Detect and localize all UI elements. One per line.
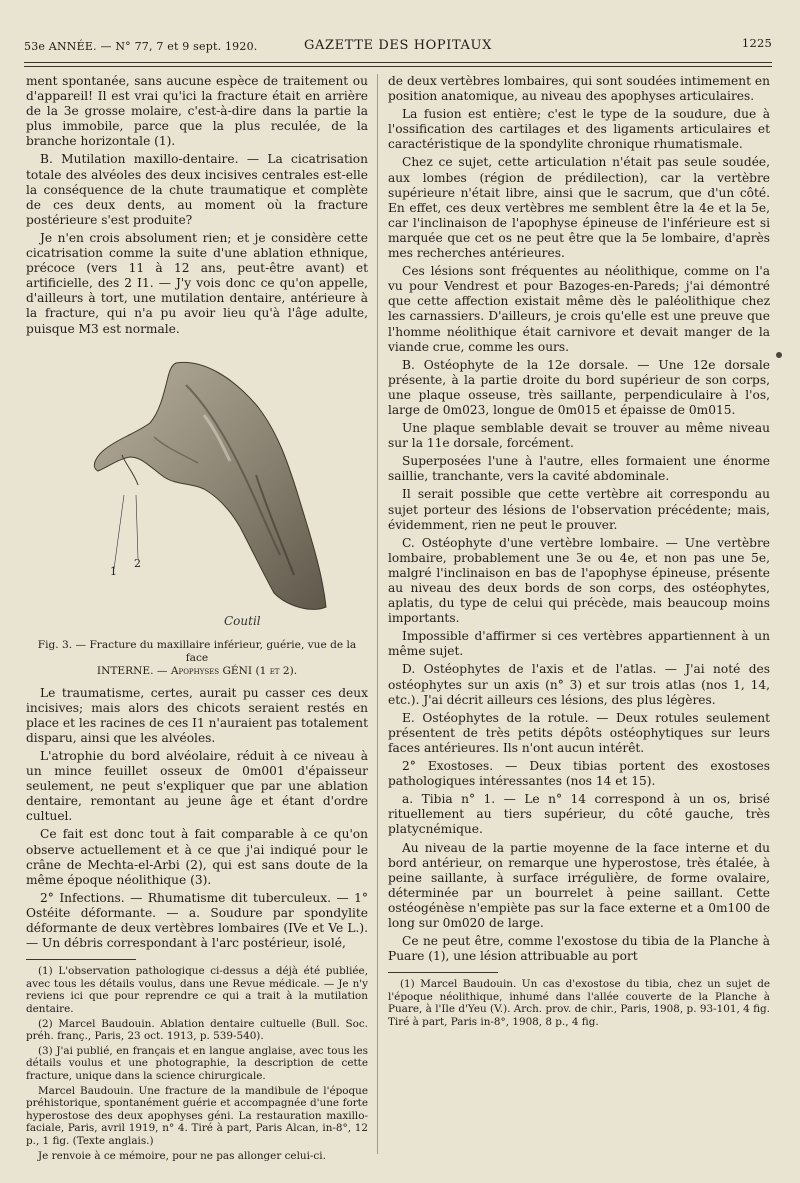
right-paragraph-14: a. Tibia n° 1. — Le n° 14 correspond à un os, brisé rituellement au tiers supérieur, du côté gauche, très platycnémique. bbox=[388, 792, 770, 837]
footnote-3: (3) J'ai publié, en français et en langue anglaise, avec tous les détails voulus et une photographie, la description de cette fracture, unique dans la science chirurgicale. bbox=[26, 1044, 368, 1082]
left-paragraph-6: Ce fait est donc tout à fait comparable à ce qu'on observe actuellement et à ce que j'ai indiqué pour le crâne de Mechta-el-Arbi (2), qui est sans doute de la même époque néolithique (3). bbox=[26, 827, 368, 887]
right-paragraph-13: 2° Exostoses. — Deux tibias portent des exostoses pathologiques intéressantes (nos 14 et 15). bbox=[388, 759, 770, 789]
right-paragraph-10: Impossible d'affirmer si ces vertèbres appartiennent à un même sujet. bbox=[388, 629, 770, 659]
right-paragraph-3: Chez ce sujet, cette articulation n'était pas seule soudée, aux lombes (région de prédilection), car la vertèbre supérieure n'était libre, ainsi que le sacrum, que d'un côté. En effet, ces deux vertèbres me semblent être la 4e et la 5e, car l'inclinaison de l'apophyse épineuse de l'inférieure est si marquée que cet os ne peut être que la 5e lombaire, d'après mes recherches antérieures. bbox=[388, 155, 770, 261]
caption-line-1: Fig. 3. — Fracture du maxillaire inférieur, guérie, vue de la face bbox=[37, 638, 357, 664]
figure-label-2: 2 bbox=[134, 556, 141, 570]
header-rule bbox=[24, 62, 772, 67]
mandible-illustration bbox=[26, 345, 368, 635]
caption-line-2: INTERNE. — Apophyses GÉNI (1 et 2). bbox=[96, 664, 298, 677]
figure-label-1: 1 bbox=[110, 564, 117, 578]
footnote-rule bbox=[26, 959, 136, 960]
footnote-5: Je renvoie à ce mémoire, pour ne pas allonger celui-ci. bbox=[38, 1149, 326, 1162]
left-paragraph-4: Le traumatisme, certes, aurait pu casser ces deux incisives; mais alors des chicots seraient restés en place et les racines de ces I1 n'auraient pas totalement disparu, ainsi que les alvéoles. bbox=[26, 685, 368, 745]
footnote-2: (2) Marcel Baudouin. Ablation dentaire cultuelle (Bull. Soc. préh. franç., Paris, 23 oct. 1913, p. 539-540). bbox=[26, 1017, 368, 1043]
footnote-right-1: (1) Marcel Baudouin. Un cas d'exostose du tibia, chez un sujet de l'époque néolithique, inhumé dans l'allée couverte de la Planche à Puare, à l'Ile d'Yeu (V.). Arch. prov. de chir., Paris, 1908, p. 93-101, 4 fig. Tiré à part, Paris in-8°, 1908, 8 p., 4 fig. bbox=[388, 978, 770, 1029]
left-column bbox=[26, 74, 368, 1164]
figure-caption bbox=[26, 639, 368, 678]
right-paragraph-15: Au niveau de la partie moyenne de la face interne et du bord antérieur, on remarque une hyperostose, très étalée, à peine saillante, à surface irrégulière, de forme ovalaire, déterminée par un bourrelet à peine saillant. Cette ostéogénèse n'empiète pas sur la face externe et a 0m100 de long sur 0m020 de large. bbox=[388, 840, 770, 930]
right-paragraph-6: Une plaque semblable devait se trouver au même niveau sur la 11e dorsale, forcément. bbox=[388, 421, 770, 451]
figure-3-mandible-drawing bbox=[26, 345, 368, 635]
artist-signature: Coutil bbox=[224, 613, 261, 628]
right-paragraph-4: Ces lésions sont fréquentes au néolithique, comme on l'a vu pour Vendrest et pour Bazoges-en-Pareds; j'ai démontré que cette affection existait même dès le paléolithique chez les carnassiers. D'ailleurs, je crois qu'elle est une preuve que l'homme néolithique était carnivore et devait manger de la viande crue, comme les ours. bbox=[388, 264, 770, 354]
right-paragraph-11: D. Ostéophytes de l'axis et de l'atlas. — J'ai noté des ostéophytes sur un axis (n° 3) et sur trois atlas (nos 1, 14, etc.). J'ai décrit ailleurs ces lésions, des plus légères. bbox=[388, 662, 770, 707]
page-number: 1225 bbox=[741, 36, 772, 50]
left-paragraph-2: B. Mutilation maxillo-dentaire. — La cicatrisation totale des alvéoles des deux incisives centrales est-elle la conséquence de la chute traumatique et complète de ces deux dents, au moment où la fracture postérieure s'est produite? bbox=[26, 152, 368, 227]
right-paragraph-9: C. Ostéophyte d'une vertèbre lombaire. — Une vertèbre lombaire, probablement une 3e ou 4e, et non pas une 5e, malgré l'inclinaison en bas de l'apophyse épineuse, présente au niveau des deux bords de son corps, des ostéophytes, aplatis, du type de celui qui précède, mais beaucoup moins importants. bbox=[388, 535, 770, 626]
footnote-rule-right bbox=[388, 972, 498, 973]
right-paragraph-7: Superposées l'une à l'autre, elles formaient une énorme saillie, tranchante, vers la cavité abdominale. bbox=[388, 454, 770, 484]
right-paragraph-16: Ce ne peut être, comme l'exostose du tibia de la Planche à Puare (1), une lésion attribuable au port bbox=[388, 934, 770, 964]
footnote-4: Marcel Baudouin. Une fracture de la mandibule de l'époque préhistorique, spontanément guérie et accompagnée d'une forte hyperostose des deux apophyses géni. La restauration maxillo-faciale, Paris, avril 1919, n° 4. Tiré à part, Paris Alcan, in-8°, 12 p., 1 fig. (Texte anglais.) bbox=[26, 1084, 368, 1147]
mandible-bone-shape bbox=[94, 362, 326, 609]
right-paragraph-1: de deux vertèbres lombaires, qui sont soudées intimement en position anatomique, au niveau des apophyses articulaires. bbox=[388, 74, 770, 104]
journal-title: GAZETTE DES HOPITAUX bbox=[304, 38, 492, 53]
left-paragraph-3: Je n'en crois absolument rien; et je considère cette cicatrisation comme la suite d'une ablation ethnique, précoce (vers 11 à 12 ans, peut-être avant) et artificielle, des 2 I1. — J'y vois donc ce qu'on appelle, d'ailleurs à tort, une mutilation dentaire, antérieure à la fracture, qui n'a pu avoir lieu qu'à l'âge adulte, puisque M3 est normale. bbox=[26, 230, 368, 336]
right-paragraph-2: La fusion est entière; c'est le type de la soudure, due à l'ossification des cartilages et des ligaments articulaires et caractéristique de la spondylite chronique rhumatismale. bbox=[388, 107, 770, 152]
margin-dot bbox=[776, 352, 782, 358]
left-paragraph-5: L'atrophie du bord alvéolaire, réduit à ce niveau à un mince feuillet osseux de 0m001 d'épaisseur seulement, ne peut s'expliquer que par une ablation dentaire, remontant au jeune âge et étant d'ordre cultuel. bbox=[26, 748, 368, 824]
footnote-1: (1) L'observation pathologique ci-dessus a déjà été publiée, avec tous les détails voulus, dans une Revue médicale. — Je n'y reviens ici que pour reprendre ce qui a trait à la mutilation dentaire. bbox=[26, 965, 368, 1015]
issue-info: 53e ANNÉE. — N° 77, 7 et 9 sept. 1920. bbox=[24, 40, 258, 53]
right-column bbox=[388, 74, 770, 1031]
left-paragraph-1: ment spontanée, sans aucune espèce de traitement ou d'appareil! Il est vrai qu'ici la fracture était en arrière de la 3e grosse molaire, c'est-à-dire dans la partie la plus immobile, parce que la plus reculée, de la branche horizontale (1). bbox=[26, 74, 368, 149]
right-paragraph-12: E. Ostéophytes de la rotule. — Deux rotules seulement présentent de très petits dépôts ostéophytiques sur leurs faces antérieures. Ils n'ont aucun intérêt. bbox=[388, 710, 770, 755]
right-paragraph-5: B. Ostéophyte de la 12e dorsale. — Une 12e dorsale présente, à la partie droite du bord supérieur de son corps, une plaque osseuse, très saillante, perpendiculaire à l'os, large de 0m023, longue de 0m015 et épaisse de 0m015. bbox=[388, 357, 770, 417]
left-paragraph-7: 2° Infections. — Rhumatisme dit tuberculeux. — 1° Ostéite déformante. — a. Soudure par spondylite déformante de deux vertèbres lombaires (IVe et Ve L.). — Un débris correspondant à l'arc postérieur, isolé, bbox=[26, 890, 368, 951]
page-header bbox=[24, 36, 772, 58]
right-paragraph-8: Il serait possible que cette vertèbre ait correspondu au sujet porteur des lésions de l'observation précédente; mais, évidemment, rien ne peut le prouver. bbox=[388, 487, 770, 532]
column-separator bbox=[377, 74, 378, 1154]
